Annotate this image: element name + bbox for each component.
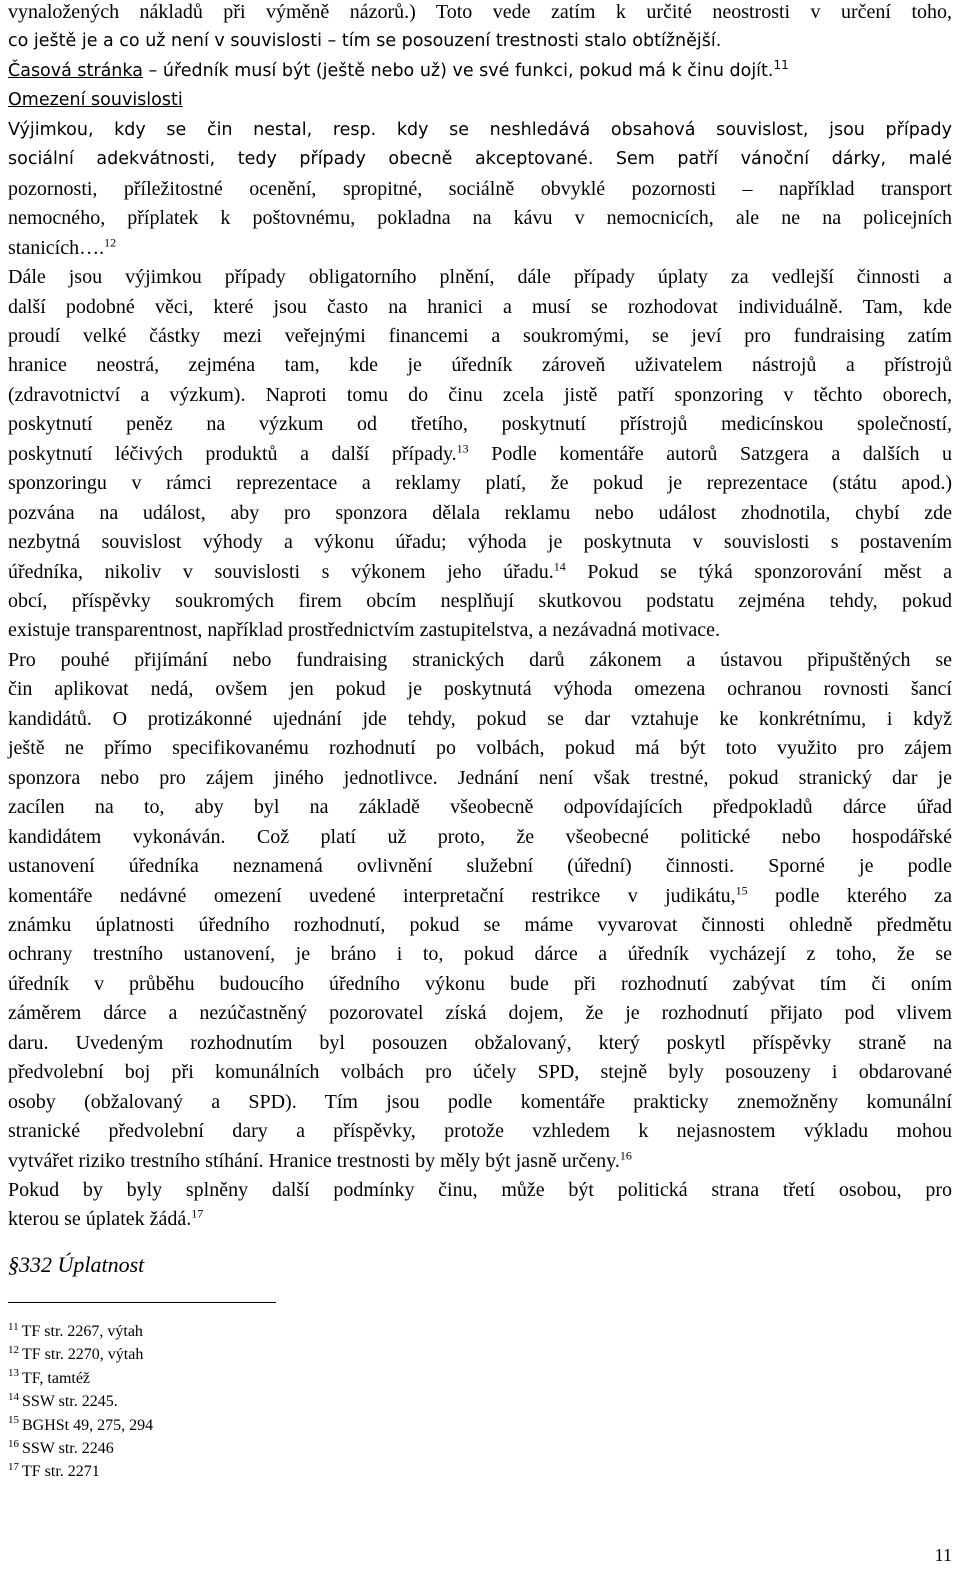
footnote-item: $^{15}$ BGHSt 49, 275, 294: [8, 1414, 154, 1434]
text-line: sponzora nebo pro zájem jiného jednotlivce. Jednání není však trestné, pokud stranický dar je: [8, 766, 952, 789]
text-line: poskytnutí peněz na výzkum od třetího, poskytnutí přístrojů medicínskou společností,: [8, 413, 952, 436]
text-line: (zdravotnictví a výzkum). Naproti tomu do činu zcela jistě patří sponzoring v těchto oborech,: [8, 383, 952, 406]
text-line: kterou se úplatek žádá.$^{17}$: [8, 1206, 204, 1231]
text-line: zacílen na to, aby byl na základě všeobecně odpovídajících předpokladů dárce úřad: [8, 796, 952, 819]
text-line: vynaložených nákladů při výměně názorů.) Toto vede zatím k určité neostrosti v určení toho,: [8, 1, 952, 23]
text-line: existuje transparentnost, například prostřednictvím zastupitelstva, a nezávadná motivace.: [8, 619, 720, 642]
text-line: osoby (obžalovaný a SPD). Tím jsou podle komentáře prakticky znemožněny komunální: [8, 1090, 952, 1113]
text-line: stranické předvolební dary a příspěvky, protože vzhledem k nejasnostem výkladu mohou: [8, 1120, 952, 1143]
text-line: další podobné věci, které jsou často na hranici a musí se rozhodovat individuálně. Tam, kde: [8, 295, 952, 318]
text-line: předvolební boj při komunálních volbách pro účely SPD, stejně byly posouzeny i obdarované: [8, 1061, 952, 1084]
text-line: poskytnutí léčivých produktů a další případy.$^{13}$ Podle komentáře autorů Satzgera a dalších u: [8, 441, 952, 465]
text-line: čin aplikovat nedá, ovšem jen pokud je poskytnutá výhoda omezena ochranou rovnosti šancí: [8, 678, 952, 701]
text-line: pozvána na událost, aby pro sponzora dělala reklamu nebo událost zhodnotila, chybí zde: [8, 501, 952, 524]
text-line: sponzoringu v rámci reprezentace a reklamy platí, že pokud je reprezentace (státu apod.): [8, 472, 952, 495]
text-line: nemocného, příplatek k poštovnému, pokladna na kávu v nemocnicích, ale ne na policejních: [8, 207, 952, 230]
text-line: pozornosti, příležitostné ocenění, spropitné, sociálně obvyklé pozornosti – například transport: [8, 177, 952, 200]
section-heading: §332 Úplatnost: [8, 1252, 145, 1277]
footnote-item: $^{14}$ SSW str. 2245.: [8, 1390, 118, 1411]
footnote-divider: [8, 1302, 276, 1303]
text-line: hranice neostrá, zejména tam, kde je úředník zároveň uživatelem nástrojů a přístrojů: [8, 354, 952, 377]
footnote-item: $^{12}$ TF str. 2270, výtah: [8, 1344, 144, 1364]
text-line: vytvářet riziko trestního stíhání. Hranice trestnosti by měly být jasně určeny.$^{16}$: [8, 1147, 632, 1172]
text-line: ustanovení úředníka neznamená ovlivnění služební (úřední) činnosti. Sporné je podle: [8, 855, 952, 878]
text-line: Časová stránka – úředník musí být (ještě nebo už) ve své funkci, pokud má k činu dojít.$^{11}$: [8, 58, 789, 81]
text-line: stanicích….$^{12}$: [8, 234, 117, 259]
text-line: daru. Uvedeným rozhodnutím byl posouzen obžalovaný, který poskytl příspěvky straně na: [8, 1031, 952, 1054]
text-line: Výjimkou, kdy se čin nestal, resp. kdy se neshledává obsahová souvislost, jsou případy: [8, 119, 952, 140]
text-line: nezbytná souvislost výhody a výkonu úřadu; výhoda je poskytnuta v souvislosti s postavením: [8, 531, 952, 554]
footnote-item: $^{16}$ SSW str. 2246: [8, 1437, 114, 1457]
footnote-item: $^{11}$ TF str. 2267, výtah: [8, 1320, 143, 1340]
footnote-ref: 13: [456, 441, 469, 456]
text-line: sociální adekvátnosti, tedy případy obecně akceptované. Sem patří vánoční dárky, malé: [8, 149, 952, 170]
footnote-ref: 14: [553, 558, 566, 573]
text-line: obcí, příspěvky soukromých firem obcím nesplňují skutkovou podstatu zejména tehdy, pokud: [8, 590, 952, 612]
footnote-ref: 16: [619, 1147, 632, 1162]
text-line: úředník v průběhu budoucího úředního výkonu bude při rozhodnutí zabývat tím či oním: [8, 972, 952, 995]
text-line: záměrem dárce a nezúčastněný pozorovatel získá dojem, že je rozhodnutí přijato pod vlivem: [8, 1002, 952, 1025]
text-line: ochrany trestního ustanovení, je bráno i to, pokud dárce a úředník vycházejí z toho, že se: [8, 943, 952, 966]
footnote-ref: 17: [191, 1206, 204, 1221]
footnote-ref: 15: [735, 882, 748, 897]
text-line: Pokud by byly splněny další podmínky činu, může být politická strana třetí osobou, pro: [8, 1179, 952, 1201]
page-number: 11: [934, 1545, 952, 1565]
text-line: Omezení souvislosti: [8, 90, 183, 111]
text-line: úředníka, nikoliv v souvislosti s výkonem jeho úřadu.$^{14}$ Pokud se týká sponzorování měst a: [8, 558, 953, 583]
text-line: známku úplatnosti úředního rozhodnutí, pokud se máme vyvarovat činnosti ohledně předmětu: [8, 913, 952, 936]
footnote-item: $^{13}$ TF, tamtéž: [8, 1367, 91, 1387]
text-line: ještě ne přímo specifikovanému rozhodnutí po volbách, pokud má být toto využito pro zájem: [8, 737, 952, 760]
footnote-ref: 11: [773, 58, 789, 73]
text-line: co ještě je a co už není v souvislosti – tím se posouzení trestnosti stalo obtížnější.: [8, 31, 722, 52]
text-line: proudí velké částky mezi veřejnými financemi a soukromými, se jeví pro fundraising zatím: [8, 324, 952, 347]
footnote-item: $^{17}$ TF str. 2271: [8, 1461, 100, 1481]
text-line: Pro pouhé přijímání nebo fundraising stranických darů zákonem a ústavou připuštěných se: [8, 648, 952, 671]
footnote-ref: 12: [104, 234, 117, 249]
text-line: kandidátem vykonáván. Což platí už proto, že všeobecné politické nebo hospodářské: [8, 825, 952, 848]
text-line: Dále jsou výjimkou případy obligatorního plnění, dále případy úplaty za vedlejší činnosti a: [8, 266, 952, 289]
text-line: kandidátů. O protizákonné ujednání jde tehdy, pokud se dar vztahuje ke konkrétnímu, i když: [8, 707, 952, 730]
text-line: komentáře nedávné omezení uvedené interpretační restrikce v judikátu,$^{15}$ podle kterého za: [8, 882, 952, 907]
